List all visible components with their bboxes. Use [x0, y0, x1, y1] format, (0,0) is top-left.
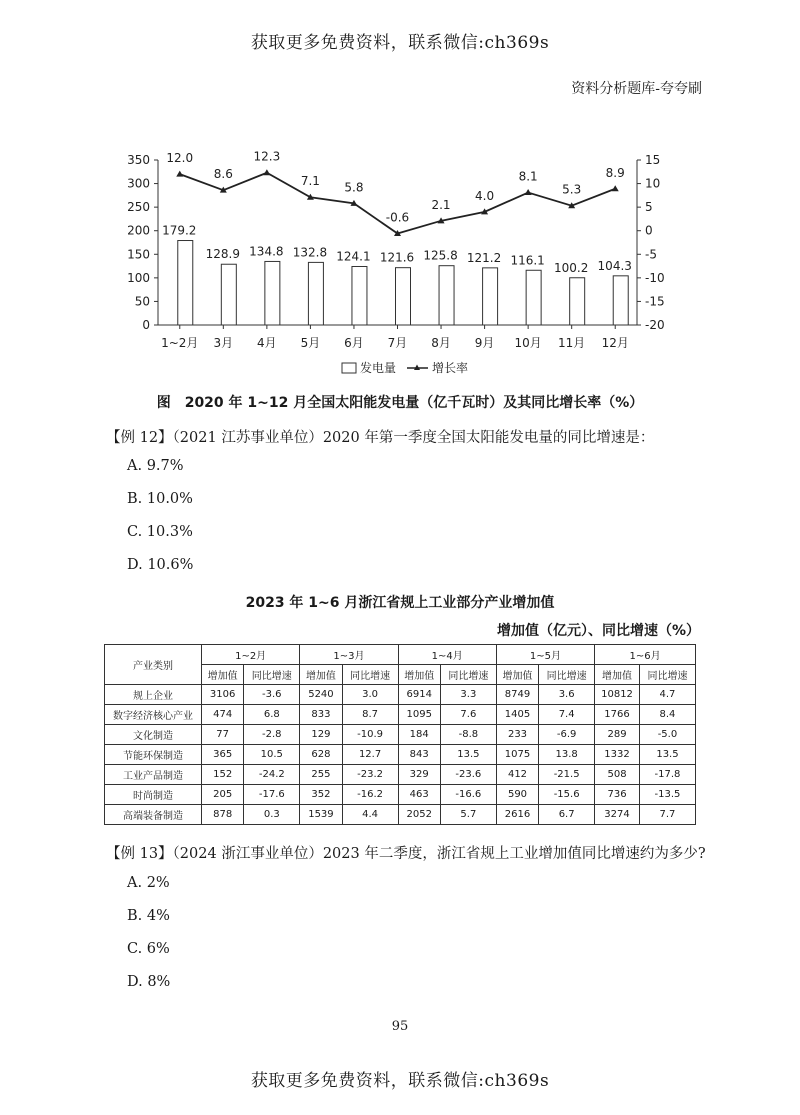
right-axis-tick-label: -15 — [645, 294, 665, 309]
cell-value-added: 2616 — [496, 805, 538, 825]
cell-value-added: 833 — [300, 705, 342, 725]
cell-growth-rate: -17.8 — [639, 765, 695, 785]
period-header: 1~4月 — [398, 645, 496, 665]
right-axis-tick-label: -10 — [645, 270, 665, 285]
cell-growth-rate: 7.4 — [539, 705, 595, 725]
line-data-label: 8.6 — [213, 167, 233, 182]
solar-power-chart — [110, 138, 690, 388]
growth-rate-marker — [525, 189, 532, 195]
subheader-value: 增加值 — [496, 665, 538, 685]
x-axis-tick-label: 8月 — [431, 336, 451, 350]
row-category: 时尚制造 — [105, 785, 202, 805]
table-row — [105, 805, 696, 825]
cell-growth-rate: 3.3 — [440, 685, 496, 705]
cell-growth-rate: -21.5 — [539, 765, 595, 785]
bar — [526, 270, 541, 325]
bar — [308, 262, 323, 325]
cell-growth-rate: -13.5 — [639, 785, 695, 805]
growth-rate-marker — [176, 171, 183, 177]
line-data-label: 12.0 — [166, 151, 194, 166]
cell-value-added: 628 — [300, 745, 342, 765]
bar-data-label: 128.9 — [205, 247, 240, 262]
cell-growth-rate: 13.5 — [639, 745, 695, 765]
cell-growth-rate: -17.6 — [244, 785, 300, 805]
chart-caption: 图 2020 年 1~12 月全国太阳能发电量（亿千瓦时）及其同比增长率（%） — [156, 395, 644, 411]
cell-value-added: 508 — [595, 765, 640, 785]
cell-growth-rate: -10.9 — [342, 725, 398, 745]
x-axis-tick-label: 9月 — [474, 336, 495, 350]
left-axis-tick-label: 100 — [127, 270, 150, 285]
legend-line-label: 增长率 — [432, 361, 469, 375]
table-title: 2023 年 1~6 月浙江省规上工业部分产业增加值 — [245, 595, 555, 611]
q13-option-a: A. 2% — [127, 875, 170, 891]
row-category: 规上企业 — [105, 685, 202, 705]
cell-growth-rate: 12.7 — [342, 745, 398, 765]
cell-value-added: 205 — [202, 785, 244, 805]
x-axis-tick-label: 7月 — [387, 336, 408, 350]
bar-data-label: 124.1 — [336, 249, 371, 264]
cell-growth-rate: 7.6 — [440, 705, 496, 725]
cell-value-added: 289 — [595, 725, 640, 745]
bar — [221, 264, 236, 325]
cell-value-added: 1095 — [398, 705, 440, 725]
cell-value-added: 1405 — [496, 705, 538, 725]
q13-option-b: B. 4% — [127, 908, 170, 924]
table-row — [105, 765, 696, 785]
line-data-label: 8.9 — [605, 165, 625, 180]
cell-growth-rate: -5.0 — [639, 725, 695, 745]
running-header: 资料分析题库-夸夸刷 — [571, 81, 702, 97]
cell-growth-rate: 4.4 — [342, 805, 398, 825]
period-header: 1~6月 — [595, 645, 696, 665]
bar — [265, 261, 280, 325]
cell-growth-rate: -23.2 — [342, 765, 398, 785]
cell-value-added: 1539 — [300, 805, 342, 825]
x-axis-tick-label: 3月 — [213, 336, 234, 350]
cell-value-added: 3106 — [202, 685, 244, 705]
x-axis-tick-label: 4月 — [257, 336, 277, 350]
cell-value-added: 878 — [202, 805, 244, 825]
table-unit: 增加值（亿元）、同比增速（%） — [496, 623, 700, 639]
cell-value-added: 3274 — [595, 805, 640, 825]
cell-value-added: 10812 — [595, 685, 640, 705]
x-axis-tick-label: 5月 — [300, 336, 321, 350]
cell-growth-rate: 4.7 — [639, 685, 695, 705]
bar — [396, 268, 411, 325]
row-category: 数字经济核心产业 — [105, 705, 202, 725]
row-category: 工业产品制造 — [105, 765, 202, 785]
period-header: 1~2月 — [202, 645, 300, 665]
table-body — [105, 685, 696, 825]
cell-value-added: 255 — [300, 765, 342, 785]
left-axis-tick-label: 0 — [142, 318, 150, 332]
subheader-growth: 同比增速 — [639, 665, 695, 685]
bar-data-label: 134.8 — [249, 244, 284, 259]
row-category: 节能环保制造 — [105, 745, 202, 765]
cell-growth-rate: 13.5 — [440, 745, 496, 765]
cell-value-added: 736 — [595, 785, 640, 805]
q12-option-b: B. 10.0% — [127, 491, 193, 507]
cell-value-added: 843 — [398, 745, 440, 765]
bar-data-label: 125.8 — [423, 248, 458, 263]
cell-value-added: 590 — [496, 785, 538, 805]
cell-value-added: 1075 — [496, 745, 538, 765]
line-data-label: 7.1 — [300, 174, 320, 189]
legend-bar-label: 发电量 — [360, 361, 397, 375]
period-header: 1~5月 — [496, 645, 594, 665]
subheader-value: 增加值 — [398, 665, 440, 685]
cell-value-added: 129 — [300, 725, 342, 745]
bar-data-label: 179.2 — [162, 223, 197, 238]
cell-growth-rate: 13.8 — [539, 745, 595, 765]
table-row — [105, 745, 696, 765]
right-axis-tick-label: 10 — [645, 176, 661, 191]
subheader-value: 增加值 — [300, 665, 342, 685]
bar-data-label: 104.3 — [597, 258, 632, 273]
growth-rate-marker — [263, 169, 270, 175]
table-row — [105, 785, 696, 805]
cell-growth-rate: 6.7 — [539, 805, 595, 825]
right-axis-tick-label: 0 — [645, 223, 653, 238]
cell-growth-rate: 6.8 — [244, 705, 300, 725]
cell-value-added: 352 — [300, 785, 342, 805]
cell-value-added: 474 — [202, 705, 244, 725]
line-data-label: 5.3 — [562, 182, 582, 197]
table-header-row — [105, 645, 696, 665]
promo-banner-top: 获取更多免费资料，联系微信:ch369s — [250, 33, 550, 53]
cell-value-added: 152 — [202, 765, 244, 785]
cell-growth-rate: -24.2 — [244, 765, 300, 785]
bar — [352, 266, 367, 325]
cell-growth-rate: 8.7 — [342, 705, 398, 725]
page-number: 95 — [391, 1019, 409, 1034]
bar — [483, 268, 498, 325]
cell-value-added: 8749 — [496, 685, 538, 705]
q12-option-a: A. 9.7% — [127, 458, 184, 474]
bar-data-label: 132.8 — [292, 245, 328, 260]
cell-value-added: 233 — [496, 725, 538, 745]
bar-data-label: 100.2 — [554, 260, 589, 275]
right-axis-tick-label: -5 — [645, 247, 657, 262]
x-axis-tick-label: 12月 — [601, 336, 629, 350]
cell-value-added: 412 — [496, 765, 538, 785]
cell-value-added: 463 — [398, 785, 440, 805]
left-axis-tick-label: 50 — [134, 294, 150, 309]
category-header: 产业类别 — [105, 645, 202, 685]
cell-growth-rate: 0.3 — [244, 805, 300, 825]
left-axis-tick-label: 300 — [127, 176, 150, 191]
cell-growth-rate: 5.7 — [440, 805, 496, 825]
bar-data-label: 121.2 — [466, 250, 502, 265]
cell-growth-rate: 8.4 — [639, 705, 695, 725]
left-axis-tick-label: 350 — [127, 153, 150, 167]
x-axis-tick-label: 6月 — [344, 336, 364, 350]
cell-growth-rate: -15.6 — [539, 785, 595, 805]
promo-banner-bottom: 获取更多免费资料，联系微信:ch369s — [250, 1071, 550, 1091]
subheader-growth: 同比增速 — [342, 665, 398, 685]
bar — [613, 276, 628, 325]
cell-growth-rate: -23.6 — [440, 765, 496, 785]
cell-growth-rate: -8.8 — [440, 725, 496, 745]
row-category: 高端装备制造 — [105, 805, 202, 825]
cell-value-added: 1332 — [595, 745, 640, 765]
growth-rate-marker — [612, 185, 619, 191]
left-axis-tick-label: 150 — [127, 247, 150, 262]
cell-growth-rate: 3.6 — [539, 685, 595, 705]
line-data-label: 5.8 — [344, 180, 364, 195]
x-axis-tick-label: 10月 — [514, 336, 542, 350]
bar — [439, 266, 454, 325]
industry-value-added-table — [104, 644, 696, 825]
line-data-label: 12.3 — [253, 149, 281, 164]
table-row — [105, 725, 696, 745]
left-axis-tick-label: 200 — [127, 223, 150, 238]
line-data-label: 4.0 — [475, 188, 495, 203]
question-12-text: 【例 12】（2021 江苏事业单位）2020 年第一季度全国太阳能发电量的同比增速是： — [106, 430, 655, 446]
right-axis-tick-label: 15 — [645, 153, 661, 167]
bar-data-label: 116.1 — [510, 253, 545, 268]
subheader-value: 增加值 — [202, 665, 244, 685]
cell-value-added: 1766 — [595, 705, 640, 725]
subheader-growth: 同比增速 — [244, 665, 300, 685]
subheader-growth: 同比增速 — [440, 665, 496, 685]
legend-bar-swatch — [342, 363, 356, 373]
cell-growth-rate: 10.5 — [244, 745, 300, 765]
period-header: 1~3月 — [300, 645, 398, 665]
line-data-label: -0.6 — [385, 210, 410, 225]
cell-value-added: 77 — [202, 725, 244, 745]
cell-value-added: 5240 — [300, 685, 342, 705]
bar — [570, 278, 585, 325]
cell-growth-rate: -16.6 — [440, 785, 496, 805]
cell-value-added: 184 — [398, 725, 440, 745]
cell-growth-rate: -2.8 — [244, 725, 300, 745]
q12-option-d: D. 10.6% — [127, 557, 194, 573]
x-axis-tick-label: 1~2月 — [161, 336, 199, 350]
right-axis-tick-label: 5 — [645, 200, 653, 215]
line-data-label: 8.1 — [518, 169, 538, 184]
table-row — [105, 685, 696, 705]
q13-option-c: C. 6% — [127, 941, 170, 957]
subheader-growth: 同比增速 — [539, 665, 595, 685]
cell-growth-rate: -3.6 — [244, 685, 300, 705]
table-row — [105, 705, 696, 725]
right-axis-tick-label: -20 — [645, 318, 665, 332]
cell-growth-rate: -6.9 — [539, 725, 595, 745]
cell-value-added: 329 — [398, 765, 440, 785]
bar-data-label: 121.6 — [379, 250, 415, 265]
x-axis-tick-label: 11月 — [558, 336, 586, 350]
q13-option-d: D. 8% — [127, 974, 171, 990]
cell-growth-rate: 3.0 — [342, 685, 398, 705]
question-13-text: 【例 13】（2024 浙江事业单位）2023 年二季度，浙江省规上工业增加值同比增速约为多少? — [106, 846, 706, 862]
subheader-value: 增加值 — [595, 665, 640, 685]
row-category: 文化制造 — [105, 725, 202, 745]
left-axis-tick-label: 250 — [127, 200, 150, 215]
cell-value-added: 365 — [202, 745, 244, 765]
cell-growth-rate: -16.2 — [342, 785, 398, 805]
cell-value-added: 6914 — [398, 685, 440, 705]
bar — [178, 241, 193, 325]
line-data-label: 2.1 — [431, 197, 451, 212]
cell-value-added: 2052 — [398, 805, 440, 825]
q12-option-c: C. 10.3% — [127, 524, 193, 540]
cell-growth-rate: 7.7 — [639, 805, 695, 825]
